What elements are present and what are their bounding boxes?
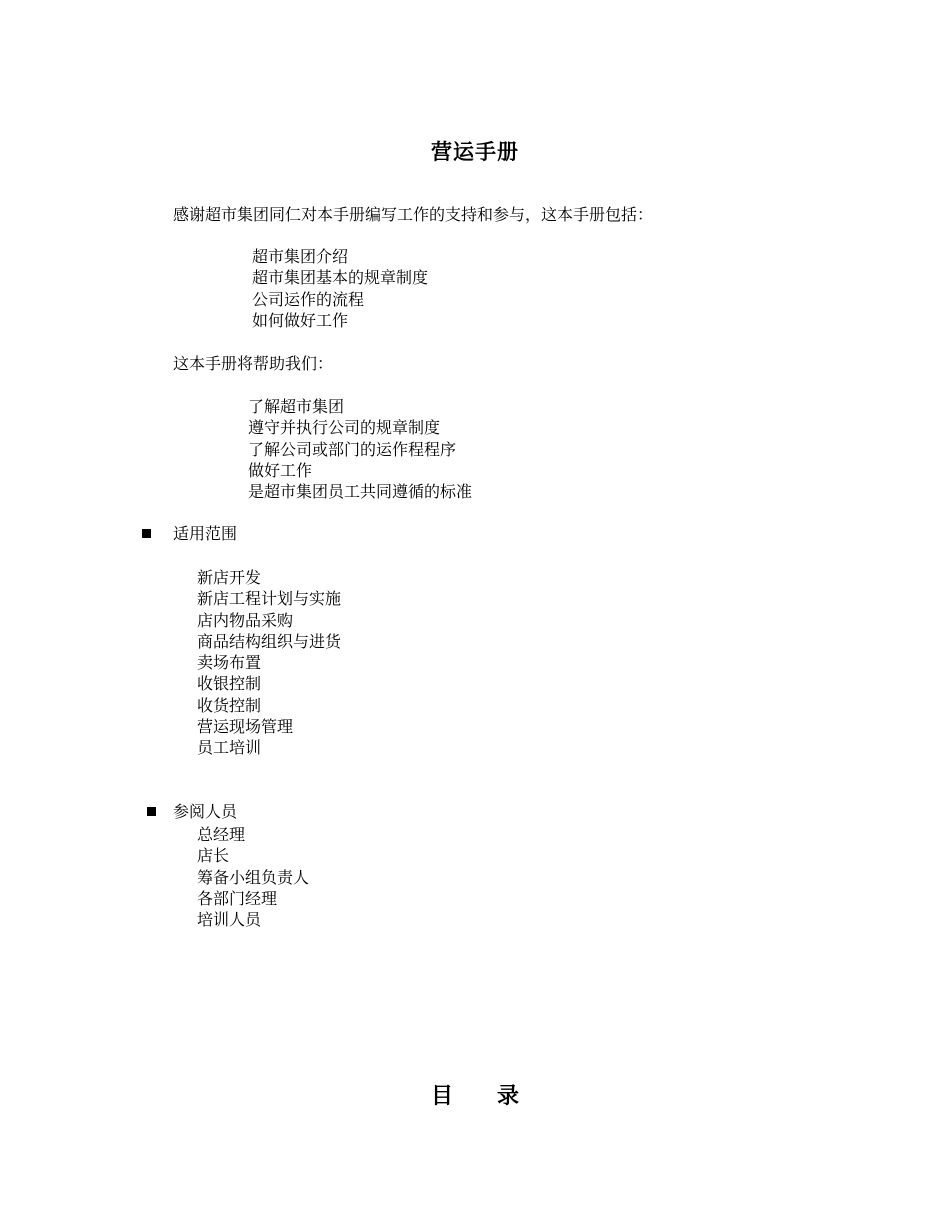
list-item: 超市集团基本的规章制度 xyxy=(252,268,429,288)
list-item: 公司运作的流程 xyxy=(252,289,365,309)
list-item: 了解超市集团 xyxy=(248,397,345,416)
scope-heading: 适用范围 xyxy=(173,524,238,543)
list-item: 遵守并执行公司的规章制度 xyxy=(248,418,441,438)
list-item: 新店开发 xyxy=(197,568,262,587)
list-item: 超市集团介绍 xyxy=(252,247,349,266)
list-item: 收货控制 xyxy=(197,695,262,715)
intro-paragraph: 感谢超市集团同仁对本手册编写工作的支持和参与，这本手册包括： xyxy=(173,205,654,224)
page-title: 营运手册 xyxy=(431,140,519,164)
contents-list xyxy=(252,246,428,331)
list-item: 是超市集团员工共同遵循的标准 xyxy=(248,482,473,502)
list-item: 如何做好工作 xyxy=(252,310,349,330)
purpose-list xyxy=(248,396,472,502)
list-item: 营运现场管理 xyxy=(197,717,294,737)
toc-title-char: 录 xyxy=(497,1084,520,1109)
purpose-intro: 这本手册将帮助我们： xyxy=(173,354,334,373)
readers-list xyxy=(197,824,309,930)
toc-title-char: 目 xyxy=(430,1084,453,1109)
list-item: 员工培训 xyxy=(197,738,262,758)
list-item: 各部门经理 xyxy=(197,888,278,908)
list-item: 店内物品采购 xyxy=(197,610,294,630)
list-item: 店长 xyxy=(197,846,230,866)
readers-heading: 参阅人员 xyxy=(173,802,238,821)
toc-title xyxy=(0,1079,950,1110)
square-bullet-icon xyxy=(142,529,151,538)
list-item: 做好工作 xyxy=(248,460,313,480)
square-bullet-icon xyxy=(147,807,156,816)
list-item: 新店工程计划与实施 xyxy=(197,589,342,609)
list-item: 培训人员 xyxy=(197,910,262,930)
list-item: 了解公司或部门的运作程程序 xyxy=(248,439,457,459)
scope-list xyxy=(197,567,341,759)
list-item: 商品结构组织与进货 xyxy=(197,631,342,651)
list-item: 总经理 xyxy=(197,825,246,844)
list-item: 卖场布置 xyxy=(197,653,262,673)
list-item: 筹备小组负责人 xyxy=(197,867,310,887)
list-item: 收银控制 xyxy=(197,674,262,694)
